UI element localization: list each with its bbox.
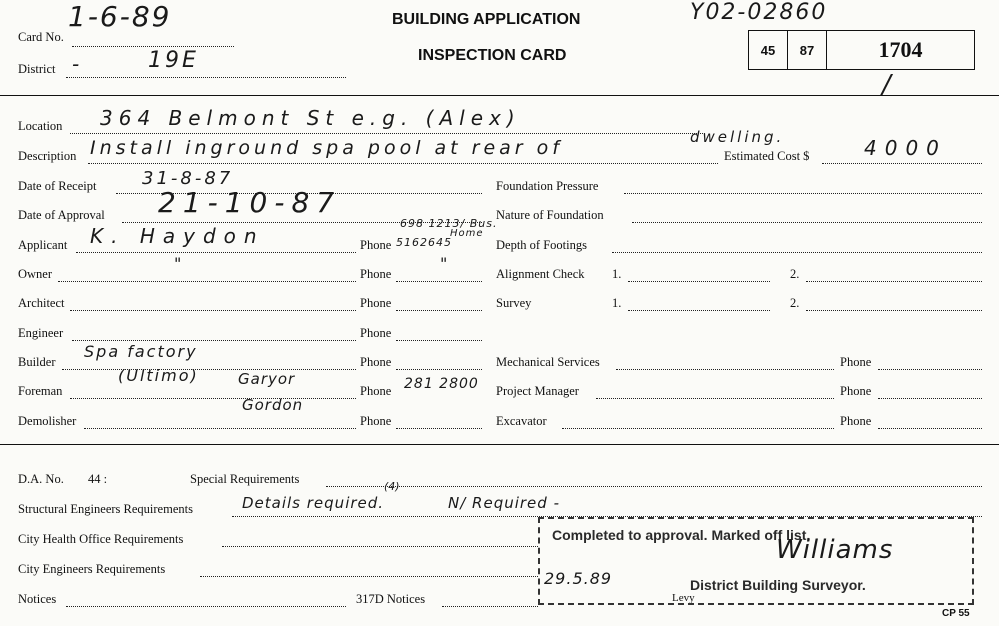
foreman-value: Garyor <box>238 370 296 388</box>
builder-phone-label: Phone <box>360 355 392 369</box>
alignment-check-label: Alignment Check <box>496 267 585 281</box>
city-health-label: City Health Office Requirements <box>18 532 184 546</box>
alignment-line-2 <box>806 281 982 282</box>
excavator-phone-label: Phone <box>840 414 872 428</box>
architect-label: Architect <box>18 296 65 310</box>
depth-footings-line <box>612 252 982 253</box>
estimated-cost-line <box>822 163 982 164</box>
depth-footings-label: Depth of Footings <box>496 238 587 252</box>
estimated-cost-value: 4000 <box>864 136 947 160</box>
owner-phone-line <box>396 281 482 282</box>
stamp-date: 29.5.89 <box>544 569 613 588</box>
date-receipt-label: Date of Receipt <box>18 179 97 193</box>
nature-foundation-line <box>632 222 982 223</box>
da-no-label: D.A. No. <box>18 472 64 486</box>
location-line <box>70 133 705 134</box>
excavator-phone-line <box>878 428 982 429</box>
footer-code: CP 55 <box>942 608 970 619</box>
foundation-pressure-label: Foundation Pressure <box>496 179 599 193</box>
architect-phone-line <box>396 310 482 311</box>
title-line2: INSPECTION CARD <box>418 47 567 64</box>
description-extra: dwelling. <box>690 128 785 146</box>
builder-line <box>62 369 356 370</box>
foundation-pressure-line <box>624 193 982 194</box>
da-no-value: 44 : <box>88 472 108 486</box>
card-box-2: 87 <box>787 30 827 70</box>
top-right-mark: / <box>882 70 894 100</box>
owner-value: " <box>174 254 185 273</box>
project-manager-label: Project Manager <box>496 384 579 398</box>
description-value: Install inground spa pool at rear of <box>90 137 563 159</box>
builder-value: Spa factory <box>84 342 198 361</box>
survey-line-2 <box>806 310 982 311</box>
mechanical-services-label: Mechanical Services <box>496 355 600 369</box>
card-no-value: 1-6-89 <box>68 0 172 33</box>
applicant-phone-home: Home <box>450 228 484 239</box>
foreman-line <box>70 398 356 399</box>
survey-num-1: 1. <box>612 296 622 310</box>
survey-line-1 <box>628 310 770 311</box>
card-no-label: Card No. <box>18 30 64 44</box>
engineer-label: Engineer <box>18 326 64 340</box>
city-eng-label: City Engineers Requirements <box>18 562 166 576</box>
engineer-line <box>72 340 356 341</box>
struct-eng-label: Structural Engineers Requirements <box>18 502 193 516</box>
stamp-line1: Completed to approval. Marked off list. <box>552 527 811 543</box>
alignment-line-1 <box>628 281 770 282</box>
survey-num-2: 2. <box>790 296 800 310</box>
engineer-phone-line <box>396 340 482 341</box>
district-label: District <box>18 62 56 76</box>
district-dash: - <box>72 52 83 76</box>
levy-label: Levy <box>672 592 695 604</box>
foreman-phone-value: 281 2800 <box>404 376 479 392</box>
stamp-line2: District Building Surveyor. <box>690 577 866 593</box>
card-box-1: 45 <box>748 30 788 70</box>
applicant-line <box>76 252 356 253</box>
estimated-cost-label: Estimated Cost $ <box>724 149 810 163</box>
demolisher-line <box>84 428 356 429</box>
owner-phone-label: Phone <box>360 267 392 281</box>
location-label: Location <box>18 119 63 133</box>
demolisher-phone-line <box>396 428 482 429</box>
builder-value2: (Ultimo) <box>118 366 199 385</box>
notices-317d-label: 317D Notices <box>356 592 426 606</box>
special-req-line <box>326 486 982 487</box>
owner-line <box>58 281 356 282</box>
divider-top <box>0 95 999 96</box>
applicant-phone-value: 5162645 <box>396 236 452 249</box>
applicant-phone-bus: 698 1213/ Bus. <box>400 217 498 230</box>
applicant-phone-label: Phone <box>360 238 392 252</box>
foreman-label: Foreman <box>18 384 63 398</box>
survey-label: Survey <box>496 296 532 310</box>
card-no-line <box>72 46 234 47</box>
description-label: Description <box>18 149 77 163</box>
notices-317d-line <box>442 606 538 607</box>
divider-middle <box>0 444 999 445</box>
struct-eng-value: Details required. <box>242 494 385 512</box>
engineer-phone-label: Phone <box>360 326 392 340</box>
excavator-line <box>562 428 834 429</box>
date-receipt-value: 31-8-87 <box>142 168 234 189</box>
applicant-value: K. Haydon <box>90 224 265 248</box>
struct-eng-note: (4) <box>384 480 400 493</box>
owner-phone-value: " <box>440 254 451 273</box>
demolisher-label: Demolisher <box>18 414 77 428</box>
applicant-label: Applicant <box>18 238 68 252</box>
builder-phone-line <box>396 369 482 370</box>
location-value: 364 Belmont St e.g. (Alex) <box>100 106 521 130</box>
district-value: 19E <box>148 48 199 73</box>
foreman-value2: Gordon <box>242 396 304 414</box>
project-manager-line <box>596 398 834 399</box>
approval-stamp <box>538 517 974 605</box>
date-approval-label: Date of Approval <box>18 208 105 222</box>
architect-line <box>70 310 356 311</box>
struct-eng-value2: N/ Required - <box>448 494 560 512</box>
builder-label: Builder <box>18 355 56 369</box>
alignment-num-1: 1. <box>612 267 622 281</box>
architect-phone-label: Phone <box>360 296 392 310</box>
notices-line <box>66 606 346 607</box>
project-manager-phone-line <box>878 398 982 399</box>
foreman-phone-label: Phone <box>360 384 392 398</box>
title-line1: BUILDING APPLICATION <box>392 11 581 28</box>
date-approval-value: 21-10-87 <box>158 186 342 219</box>
mechanical-phone-line <box>878 369 982 370</box>
mechanical-phone-label: Phone <box>840 355 872 369</box>
project-manager-phone-label: Phone <box>840 384 872 398</box>
owner-label: Owner <box>18 267 53 281</box>
card-box-3: 1704 <box>826 30 975 70</box>
mechanical-services-line <box>616 369 834 370</box>
file-reference: Y02-02860 <box>690 0 828 25</box>
notices-label: Notices <box>18 592 57 606</box>
special-req-label: Special Requirements <box>190 472 300 486</box>
excavator-label: Excavator <box>496 414 547 428</box>
city-eng-line <box>200 576 538 577</box>
nature-foundation-label: Nature of Foundation <box>496 208 604 222</box>
stamp-signature: Williams <box>776 535 894 565</box>
city-health-line <box>222 546 538 547</box>
description-line <box>88 163 718 164</box>
district-line <box>66 77 346 78</box>
demolisher-phone-label: Phone <box>360 414 392 428</box>
alignment-num-2: 2. <box>790 267 800 281</box>
